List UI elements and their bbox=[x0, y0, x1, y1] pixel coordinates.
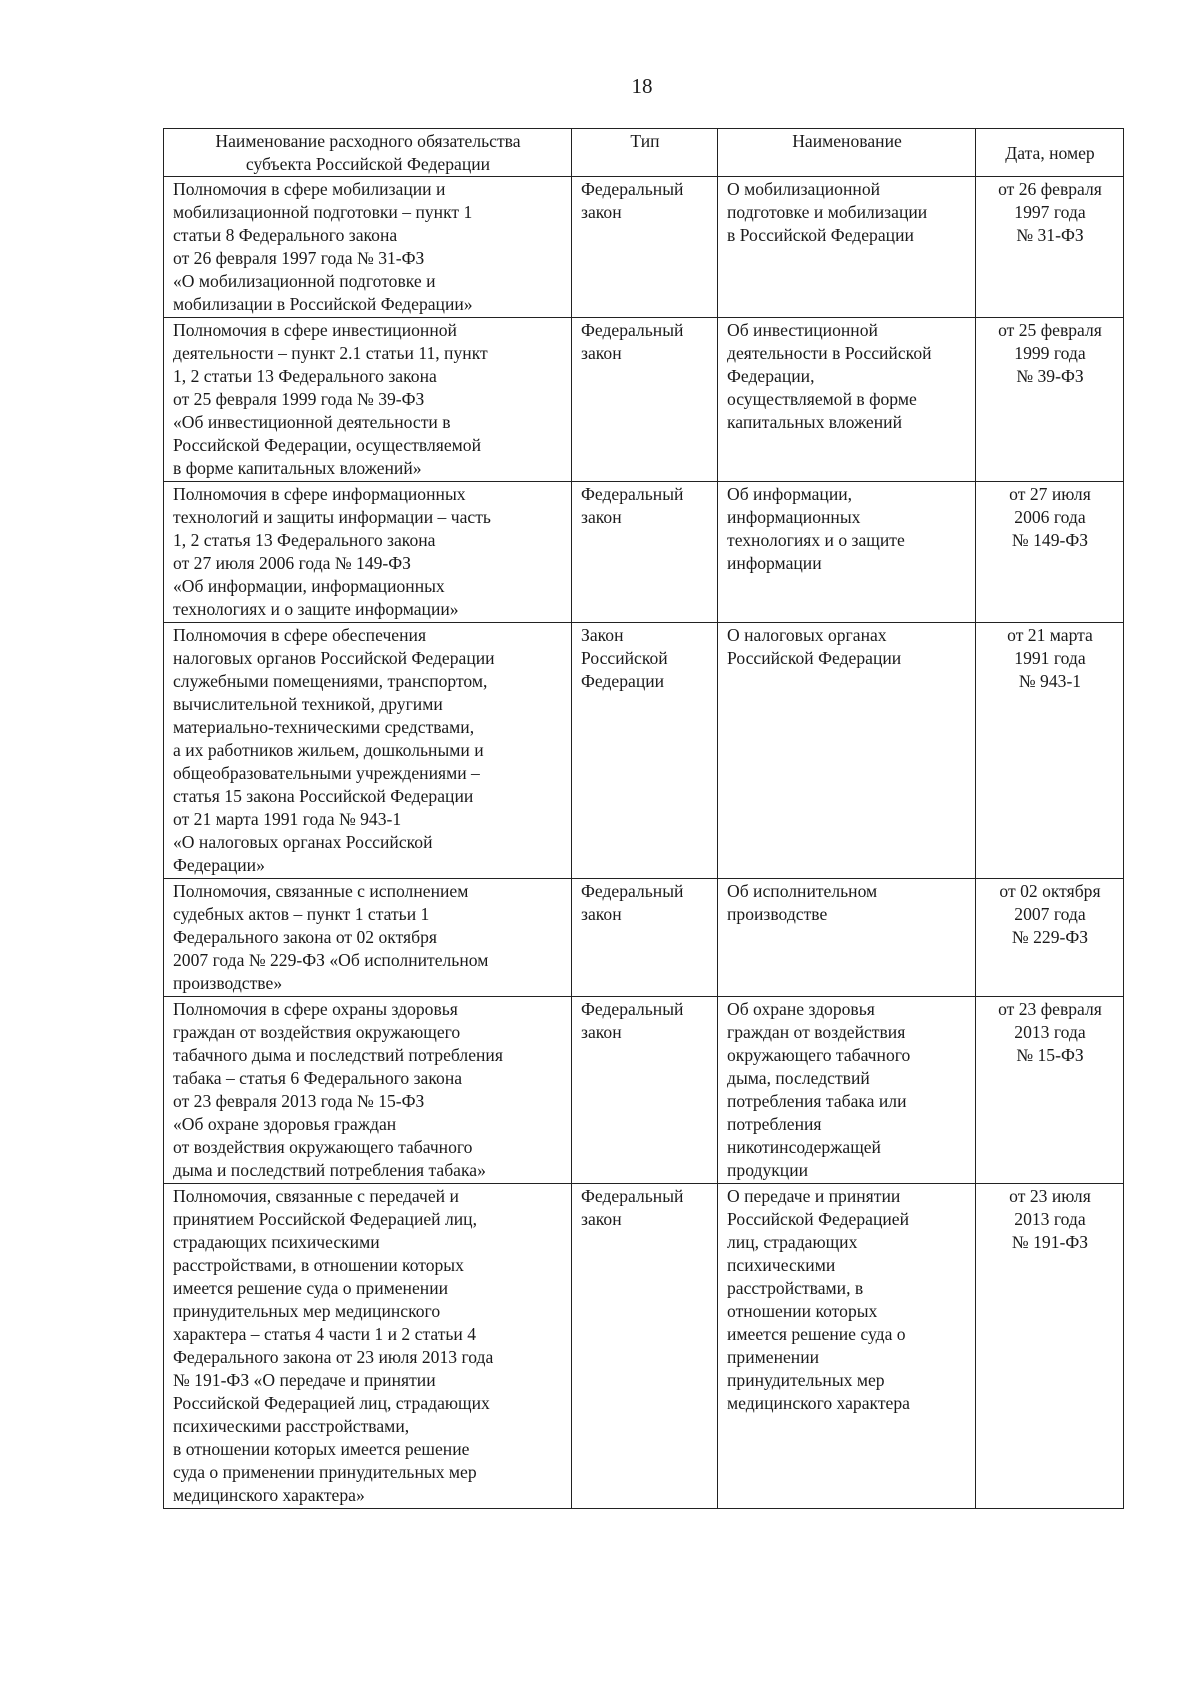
header-date: Дата, номер bbox=[976, 129, 1124, 177]
type-cell: Закон Российской Федерации bbox=[572, 623, 718, 879]
obligations-table bbox=[163, 128, 1124, 1509]
type-cell: Федеральный закон bbox=[572, 1184, 718, 1509]
header-obligation: Наименование расходного обязательства субъекта Российской Федерации bbox=[164, 129, 572, 177]
date-number-cell: от 02 октября 2007 года № 229-ФЗ bbox=[976, 879, 1124, 997]
date-number-cell: от 26 февраля 1997 года № 31-ФЗ bbox=[976, 177, 1124, 318]
type-cell: Федеральный закон bbox=[572, 997, 718, 1184]
page-number: 18 bbox=[631, 74, 653, 98]
header-type: Тип bbox=[572, 129, 718, 177]
obligation-cell: Полномочия, связанные с передачей и принятием Российской Федерацией лиц, страдающих психическими расстройствами, в отношении которых имеется решение суда о применении принудительных мер медицинского характера – статья 4 части 1 и 2 статьи 4 Федерального закона от 23 июля 2013 года № 191-ФЗ «О передаче и принятии Российской Федерацией лиц, страдающих психическими расстройствами, в отношении которых имеется решение суда о применении принудительных мер медицинского характера» bbox=[164, 1184, 572, 1509]
type-cell: Федеральный закон bbox=[572, 177, 718, 318]
obligation-cell: Полномочия в сфере информационных технологий и защиты информации – часть 1, 2 статья 13 Федерального закона от 27 июля 2006 года № 149-ФЗ «Об информации, информационных технологиях и о защите информации» bbox=[164, 482, 572, 623]
law-name-cell: Об исполнительном производстве bbox=[718, 879, 976, 997]
law-name-cell: Об инвестиционной деятельности в Российской Федерации, осуществляемой в форме капитальных вложений bbox=[718, 318, 976, 482]
obligation-cell: Полномочия, связанные с исполнением судебных актов – пункт 1 статьи 1 Федерального закона от 02 октября 2007 года № 229-ФЗ «Об исполнительном производстве» bbox=[164, 879, 572, 997]
table-row bbox=[164, 879, 1124, 997]
law-name-cell: Об охране здоровья граждан от воздействия окружающего табачного дыма, последствий потребления табака или потребления никотинсодержащей продукции bbox=[718, 997, 976, 1184]
table-row bbox=[164, 997, 1124, 1184]
date-number-cell: от 25 февраля 1999 года № 39-ФЗ bbox=[976, 318, 1124, 482]
date-number-cell: от 21 марта 1991 года № 943-1 bbox=[976, 623, 1124, 879]
date-number-cell: от 23 февраля 2013 года № 15-ФЗ bbox=[976, 997, 1124, 1184]
obligation-cell: Полномочия в сфере инвестиционной деятельности – пункт 2.1 статьи 11, пункт 1, 2 статьи 13 Федерального закона от 25 февраля 1999 года № 39-ФЗ «Об инвестиционной деятельности в Российской Федерации, осуществляемой в форме капитальных вложений» bbox=[164, 318, 572, 482]
law-name-cell: О мобилизационной подготовке и мобилизации в Российской Федерации bbox=[718, 177, 976, 318]
header-name: Наименование bbox=[718, 129, 976, 177]
date-number-cell: от 23 июля 2013 года № 191-ФЗ bbox=[976, 1184, 1124, 1509]
table-row bbox=[164, 1184, 1124, 1509]
table-header-row bbox=[164, 129, 1124, 177]
obligation-cell: Полномочия в сфере охраны здоровья граждан от воздействия окружающего табачного дыма и последствий потребления табака – статья 6 Федерального закона от 23 февраля 2013 года № 15-ФЗ «Об охране здоровья граждан от воздействия окружающего табачного дыма и последствий потребления табака» bbox=[164, 997, 572, 1184]
table-row bbox=[164, 482, 1124, 623]
obligation-cell: Полномочия в сфере обеспечения налоговых органов Российской Федерации служебными помещениями, транспортом, вычислительной техникой, другими материально-техническими средствами, а их работников жильем, дошкольными и общеобразовательными учреждениями – статья 15 закона Российской Федерации от 21 марта 1991 года № 943-1 «О налоговых органах Российской Федерации» bbox=[164, 623, 572, 879]
obligation-cell: Полномочия в сфере мобилизации и мобилизационной подготовки – пункт 1 статьи 8 Федерального закона от 26 февраля 1997 года № 31-ФЗ «О мобилизационной подготовке и мобилизации в Российской Федерации» bbox=[164, 177, 572, 318]
law-name-cell: О налоговых органах Российской Федерации bbox=[718, 623, 976, 879]
type-cell: Федеральный закон bbox=[572, 318, 718, 482]
law-name-cell: Об информации, информационных технологиях и о защите информации bbox=[718, 482, 976, 623]
table-row bbox=[164, 318, 1124, 482]
type-cell: Федеральный закон bbox=[572, 879, 718, 997]
type-cell: Федеральный закон bbox=[572, 482, 718, 623]
law-name-cell: О передаче и принятии Российской Федерацией лиц, страдающих психическими расстройствами, в отношении которых имеется решение суда о применении принудительных мер медицинского характера bbox=[718, 1184, 976, 1509]
table-row bbox=[164, 177, 1124, 318]
date-number-cell: от 27 июля 2006 года № 149-ФЗ bbox=[976, 482, 1124, 623]
table-row bbox=[164, 623, 1124, 879]
